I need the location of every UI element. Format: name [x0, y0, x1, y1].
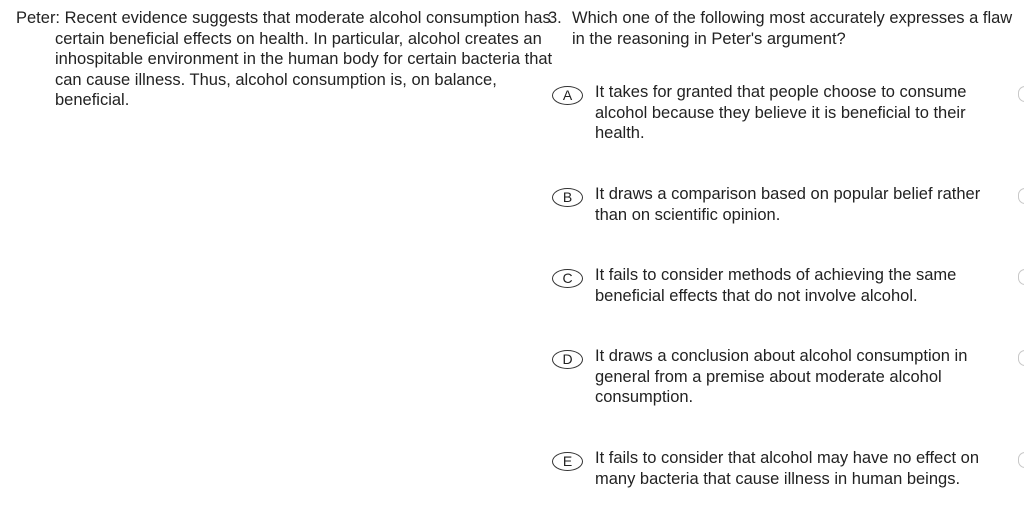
answer-bubble-e[interactable]: E [552, 452, 583, 471]
answer-choice-d[interactable] [552, 346, 1012, 408]
question-number: 3. [548, 9, 562, 27]
answer-text-b[interactable]: It draws a comparison based on popular belief rather than on scientific opinion. [595, 185, 981, 224]
answer-choice-c[interactable] [552, 265, 1012, 306]
question-block [548, 8, 1018, 49]
passage-text: Peter: Recent evidence suggests that moderate alcohol consumption has certain beneficial effects on health. In particular, alcohol creates an inhospitable environment in the human body for certain bacteria that can cause illness. Thus, alcohol consumption is, on balance, beneficial. [16, 9, 553, 110]
answer-bubble-d[interactable]: D [552, 350, 583, 369]
eliminate-toggle-d[interactable] [1018, 350, 1024, 366]
answer-bubble-a[interactable]: A [552, 86, 583, 105]
answer-choice-b[interactable] [552, 184, 1012, 225]
answer-text-c[interactable]: It fails to consider methods of achieving the same beneficial effects that do not involve alcohol. [595, 266, 957, 305]
answer-choice-e[interactable] [552, 448, 1012, 489]
eliminate-toggle-b[interactable] [1018, 188, 1024, 204]
answer-choice-a[interactable] [552, 82, 1012, 144]
answer-text-e[interactable]: It fails to consider that alcohol may have no effect on many bacteria that cause illness in human beings. [595, 449, 980, 488]
eliminate-toggle-a[interactable] [1018, 86, 1024, 102]
answer-text-d[interactable]: It draws a conclusion about alcohol consumption in general from a premise about moderate alcohol consumption. [595, 347, 968, 407]
question-stem: Which one of the following most accurately expresses a flaw in the reasoning in Peter's argument? [572, 9, 1013, 48]
answer-text-a[interactable]: It takes for granted that people choose to consume alcohol because they believe it is beneficial to their health. [595, 83, 967, 143]
answer-bubble-c[interactable]: C [552, 269, 583, 288]
answer-bubble-b[interactable]: B [552, 188, 583, 207]
eliminate-toggle-c[interactable] [1018, 269, 1024, 285]
eliminate-toggle-e[interactable] [1018, 452, 1024, 468]
